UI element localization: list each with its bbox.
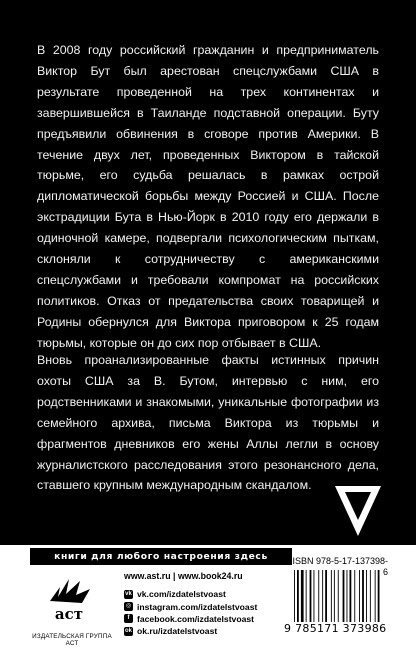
barcode-bar	[334, 570, 335, 622]
barcode-bar	[297, 570, 299, 622]
social-link-text: ok.ru/izdatelstvoast	[137, 626, 218, 637]
barcode-bar	[366, 570, 367, 622]
barcode-bar	[347, 570, 348, 622]
odnoklassniki-icon: ok	[124, 627, 132, 634]
tagline-banner: книги для любого настроения здесь	[30, 548, 292, 565]
barcode-bar	[322, 570, 323, 622]
barcode-bar	[331, 570, 332, 622]
barcode	[292, 570, 388, 622]
barcode-bar	[294, 570, 295, 622]
barcode-bar	[314, 570, 315, 622]
barcode-bar	[378, 570, 380, 622]
publisher-name: ИЗДАТЕЛЬСКАЯ ГРУППА АСТ	[32, 633, 112, 647]
description-paragraph-2: Вновь проанализированные факты истинных причин охоты США за В. Бутом, интервью с ним, его родственниками и знакомыми, уникальные фотографии из семейного архива, письма Виктора из тюрьмы и фрагментов дневников его жены Аллы легли в основу журналистского расследования этого резонансного дела, ставшего крупным международным скандалом.	[37, 353, 379, 493]
barcode-bar	[310, 570, 312, 622]
barcode-bar	[318, 570, 319, 622]
barcode-number: 9 785171 373986	[284, 622, 387, 635]
website-links[interactable]: www.ast.ru | www.book24.ru	[124, 571, 243, 581]
social-link-odnoklassniki[interactable]	[124, 625, 257, 637]
ast-logo-text: аст	[54, 605, 84, 623]
social-link-text: vk.com/izdatelstvoast	[137, 589, 226, 600]
ast-logo-icon	[44, 575, 94, 633]
social-links	[124, 588, 257, 638]
barcode-bar	[301, 570, 304, 622]
barcode-bar	[359, 570, 360, 622]
social-link-facebook[interactable]	[124, 613, 257, 625]
vk-icon: vk	[125, 590, 132, 597]
isbn: ISBN 978-5-17-137398-6	[292, 556, 388, 577]
barcode-bar	[338, 570, 339, 622]
social-link-vk[interactable]	[124, 588, 257, 600]
social-link-instagram[interactable]	[124, 600, 257, 612]
barcode-bar	[350, 570, 352, 622]
barcode-bar	[306, 570, 307, 622]
barcode-bar	[370, 570, 371, 622]
social-link-text: instagram.com/izdatelstvoast	[137, 601, 258, 612]
series-v-logo-icon	[335, 486, 381, 536]
barcode-bar	[325, 570, 327, 622]
barcode-bar	[343, 570, 345, 622]
barcode-bar	[375, 570, 376, 622]
barcode-bar	[362, 570, 364, 622]
description-paragraph-1: В 2008 году российский гражданин и предприниматель Виктор Бут был арестован спецслужбами США в результате проведенной на трех континентах и завершившейся в Таиланде подставной операции. Буту предъявили обвинения в сговоре против Америки. В течение двух лет, проведенных Виктором в тайской тюрьме, его судьба решалась в рамках острой дипломатической борьбы между Россией и США. После экстрадиции Бута в Нью-Йорк в 2010 году его держали в одиночной камере, подвергали психологическим пыткам, склоняли к сотрудничеству с американскими спецслужбами и требовали компромат на российских политиков. Отказ от предательства своих товарищей и Родины обернулся для Виктора приговором к 25 годам тюрьмы, которые он до сих пор отбывает в США.	[37, 43, 379, 350]
barcode-bar	[354, 570, 355, 622]
facebook-icon: f	[124, 614, 133, 623]
instagram-icon: ◎	[125, 603, 132, 610]
social-link-text: facebook.com/izdatelstvoast	[137, 613, 255, 624]
